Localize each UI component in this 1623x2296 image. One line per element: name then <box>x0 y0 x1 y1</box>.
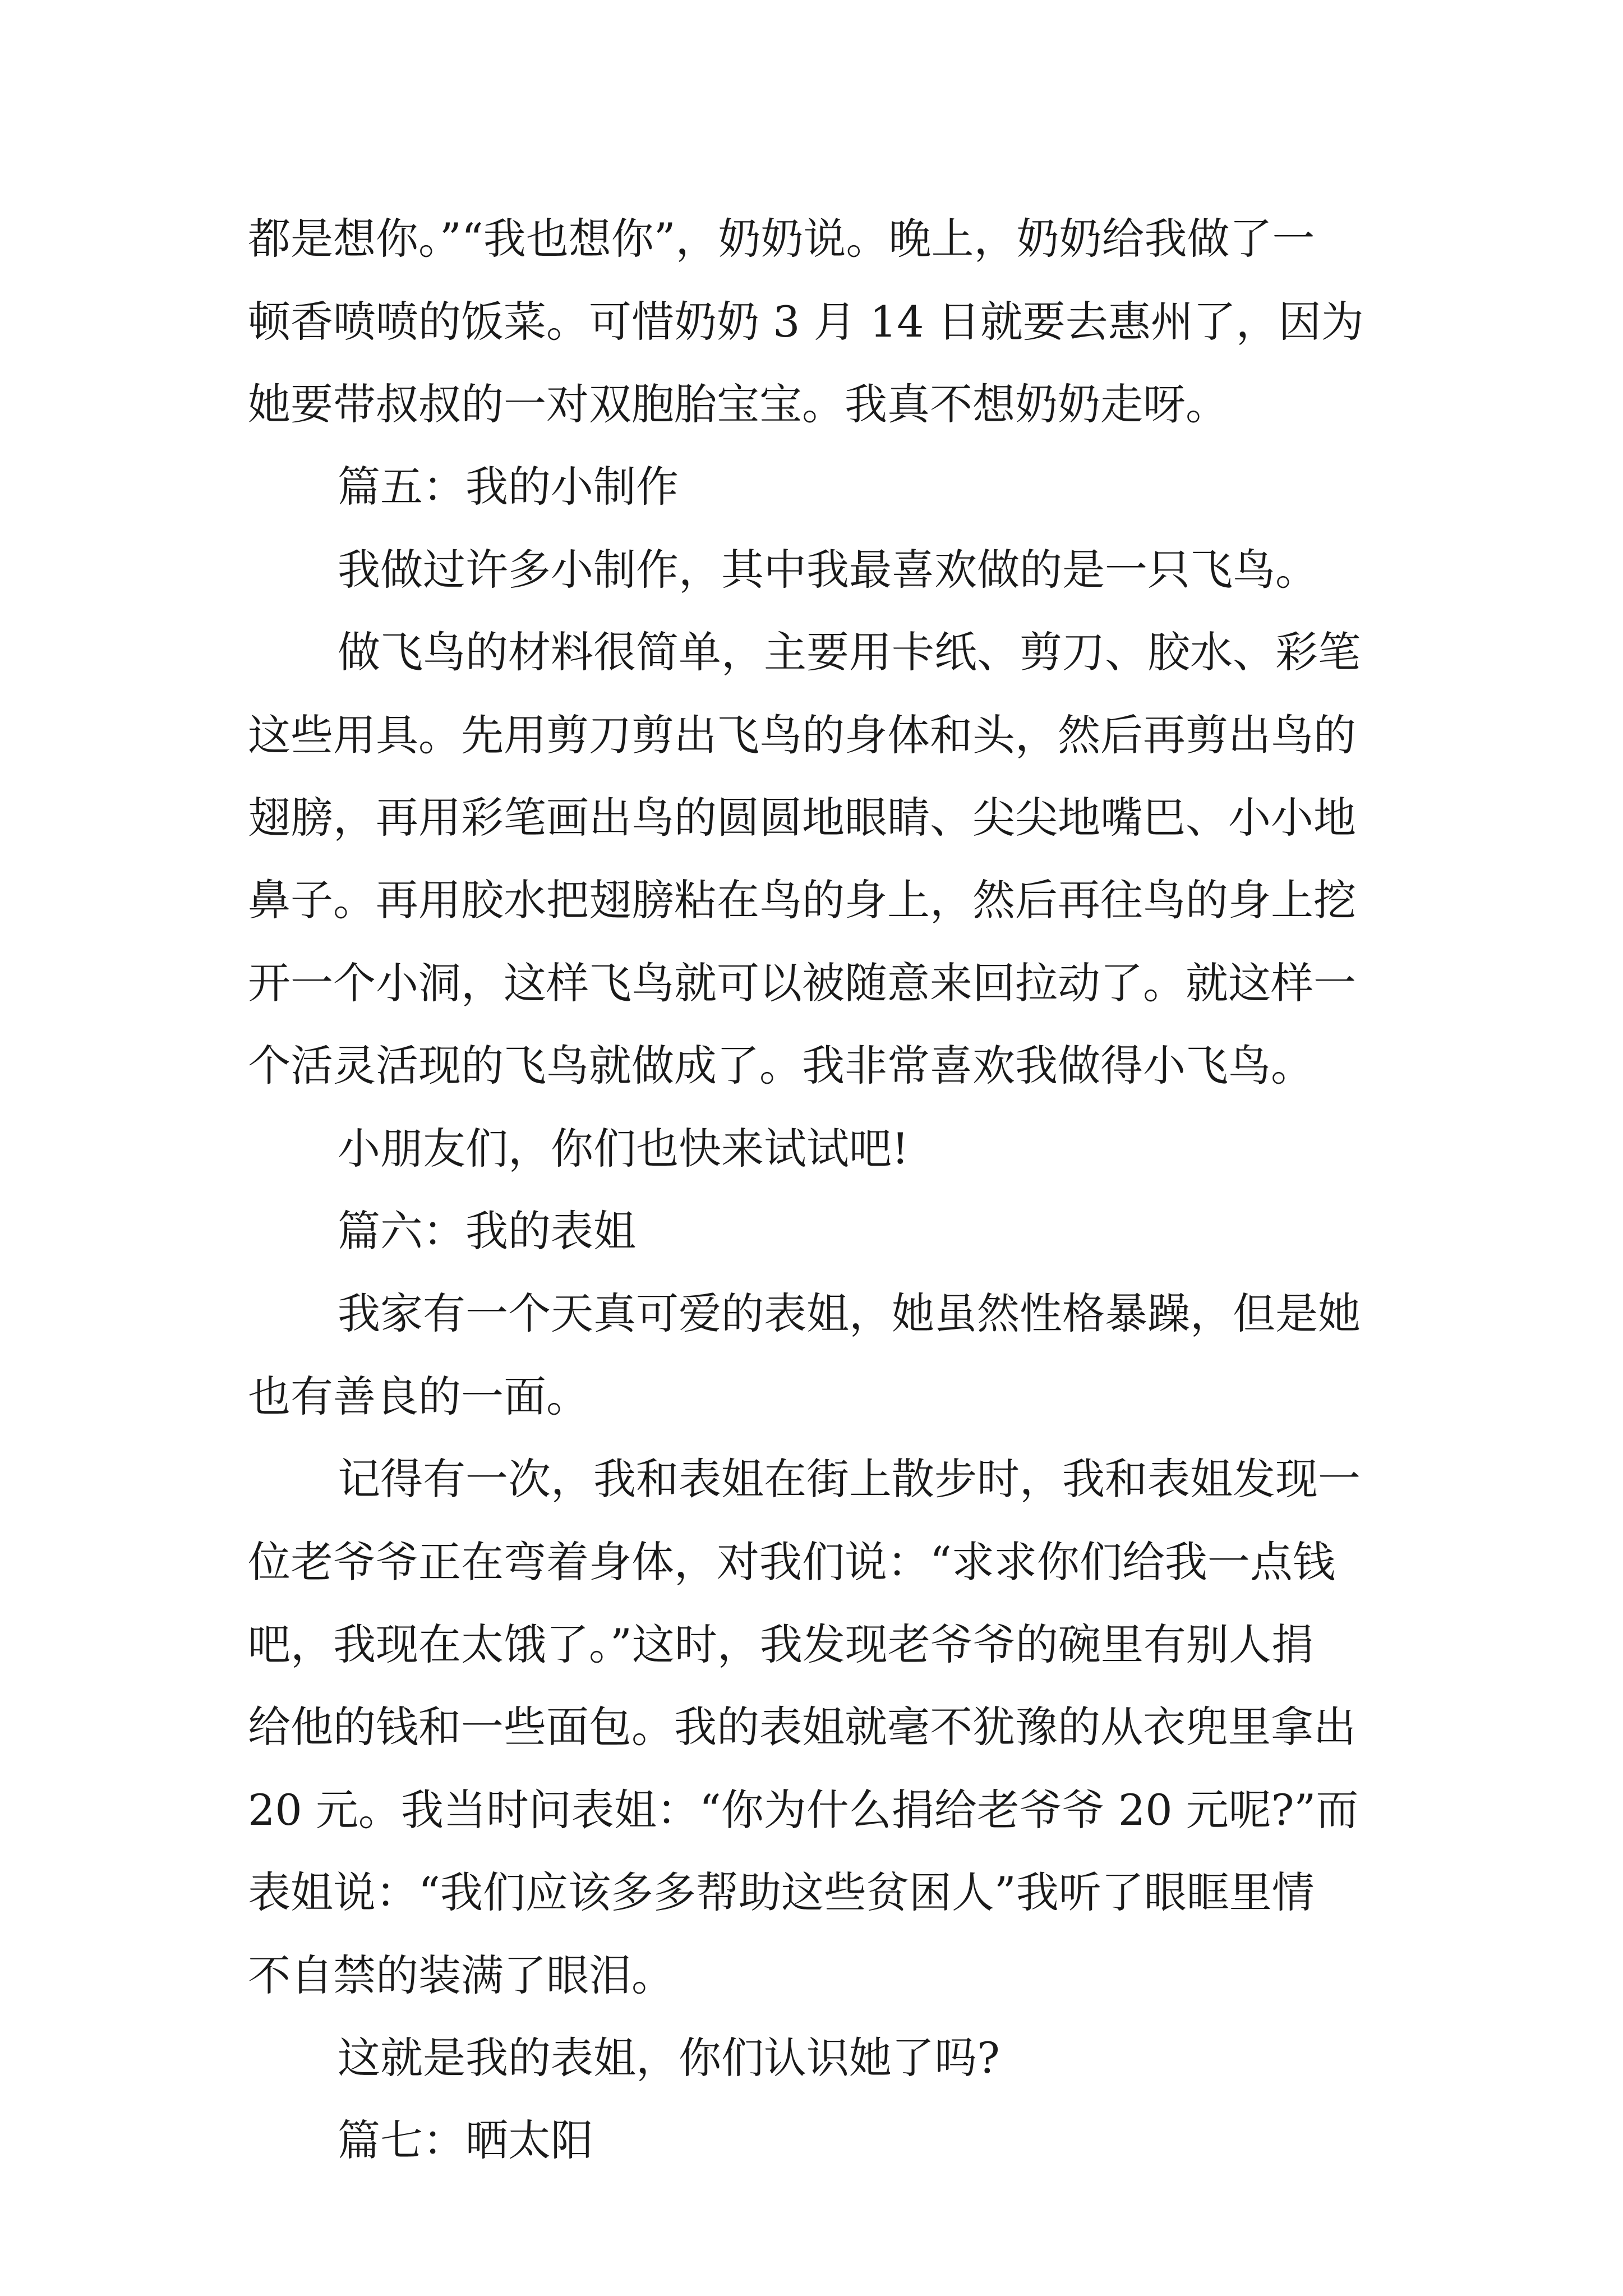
section-heading: 篇六：我的表姐 <box>338 1206 636 1256</box>
text-line: 给他的钱和一些面包。我的表姐就毫不犹豫的从衣兜里拿出 <box>248 1702 1356 1752</box>
text-line: 我做过许多小制作，其中我最喜欢做的是一只飞鸟。 <box>338 545 1318 595</box>
text-line: 开一个小洞，这样飞鸟就可以被随意来回拉动了。就这样一 <box>248 958 1356 1008</box>
section-heading: 篇五：我的小制作 <box>338 462 679 512</box>
text-line: 翅膀，再用彩笔画出鸟的圆圆地眼睛、尖尖地嘴巴、小小地 <box>248 793 1356 843</box>
text-line: 鼻子。再用胶水把翅膀粘在鸟的身上，然后再往鸟的身上挖 <box>248 875 1356 925</box>
text-line: 我家有一个天真可爱的表姐，她虽然性格暴躁，但是她 <box>338 1289 1361 1338</box>
text-line: 这些用具。先用剪刀剪出飞鸟的身体和头，然后再剪出鸟的 <box>248 710 1356 760</box>
section-heading: 篇七：晒太阳 <box>338 2115 593 2165</box>
text-line: 位老爷爷正在弯着身体，对我们说：“求求你们给我一点钱 <box>248 1537 1335 1587</box>
text-line: 记得有一次，我和表姐在街上散步时，我和表姐发现一 <box>338 1454 1361 1504</box>
text-line: 小朋友们，你们也快来试试吧! <box>338 1124 909 1174</box>
text-line: 做飞鸟的材料很简单，主要用卡纸、剪刀、胶水、彩笔 <box>338 627 1361 677</box>
text-line: 她要带叔叔的一对双胞胎宝宝。我真不想奶奶走呀。 <box>248 379 1228 429</box>
text-line: 吧，我现在太饿了。”这时，我发现老爷爷的碗里有别人捐 <box>248 1619 1314 1669</box>
text-line: 20 元。我当时问表姐：“你为什么捐给老爷爷 20 元呢?”而 <box>248 1785 1359 1835</box>
text-line: 也有善良的一面。 <box>248 1372 589 1421</box>
text-line: 顿香喷喷的饭菜。可惜奶奶 3 月 14 日就要去惠州了，因为 <box>248 297 1364 347</box>
text-line: 个活灵活现的飞鸟就做成了。我非常喜欢我做得小飞鸟。 <box>248 1041 1313 1091</box>
text-line: 不自禁的装满了眼泪。 <box>248 1950 674 2000</box>
text-line: 这就是我的表姐，你们认识她了吗? <box>338 2033 1000 2083</box>
text-line: 表姐说：“我们应该多多帮助这些贫困人”我听了眼眶里情 <box>248 1867 1315 1917</box>
text-line: 都是想你。”“我也想你”，奶奶说。晚上，奶奶给我做了一 <box>248 214 1315 264</box>
